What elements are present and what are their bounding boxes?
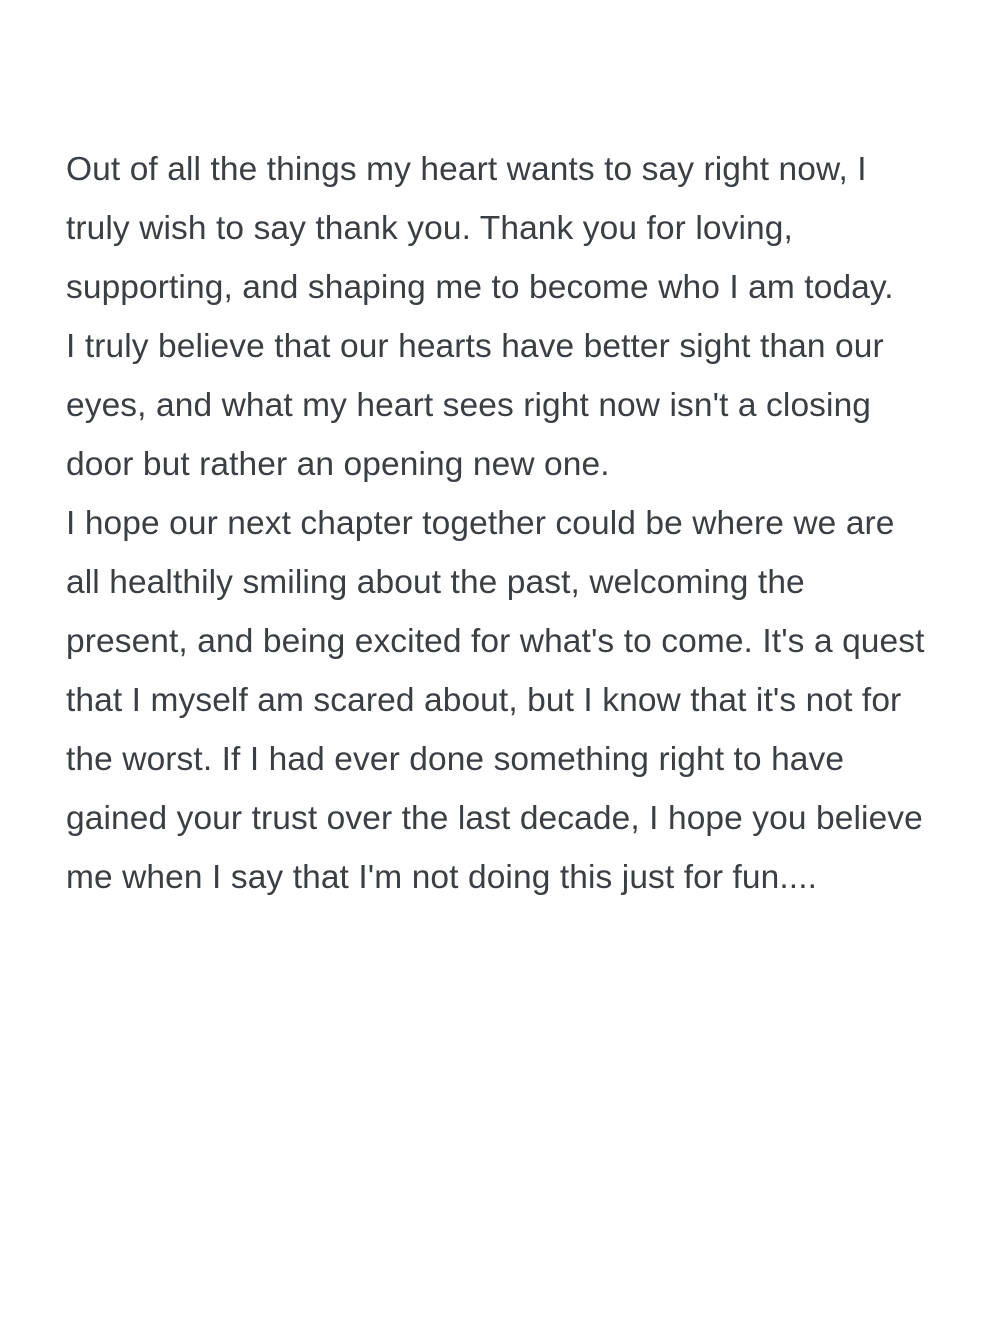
note-paragraph-2: I truly believe that our hearts have better sight than our eyes, and what my heart sees right now isn't a closing door but rather an opening new one. [66,328,884,483]
note-text-block [66,140,934,907]
note-paragraph-3: I hope our next chapter together could be where we are all healthily smiling about the past, welcoming the present, and being excited for what's to come. It's a quest that I myself am scared about, but I know that it's not for the worst. If I had ever done something right to have gained your trust over the last decade, I hope you believe me when I say that I'm not doing this just for fun.... [66,505,925,896]
note-paragraph-1: Out of all the things my heart wants to say right now, I truly wish to say thank you. Thank you for loving, supporting, and shaping me to become who I am today. [66,151,894,306]
